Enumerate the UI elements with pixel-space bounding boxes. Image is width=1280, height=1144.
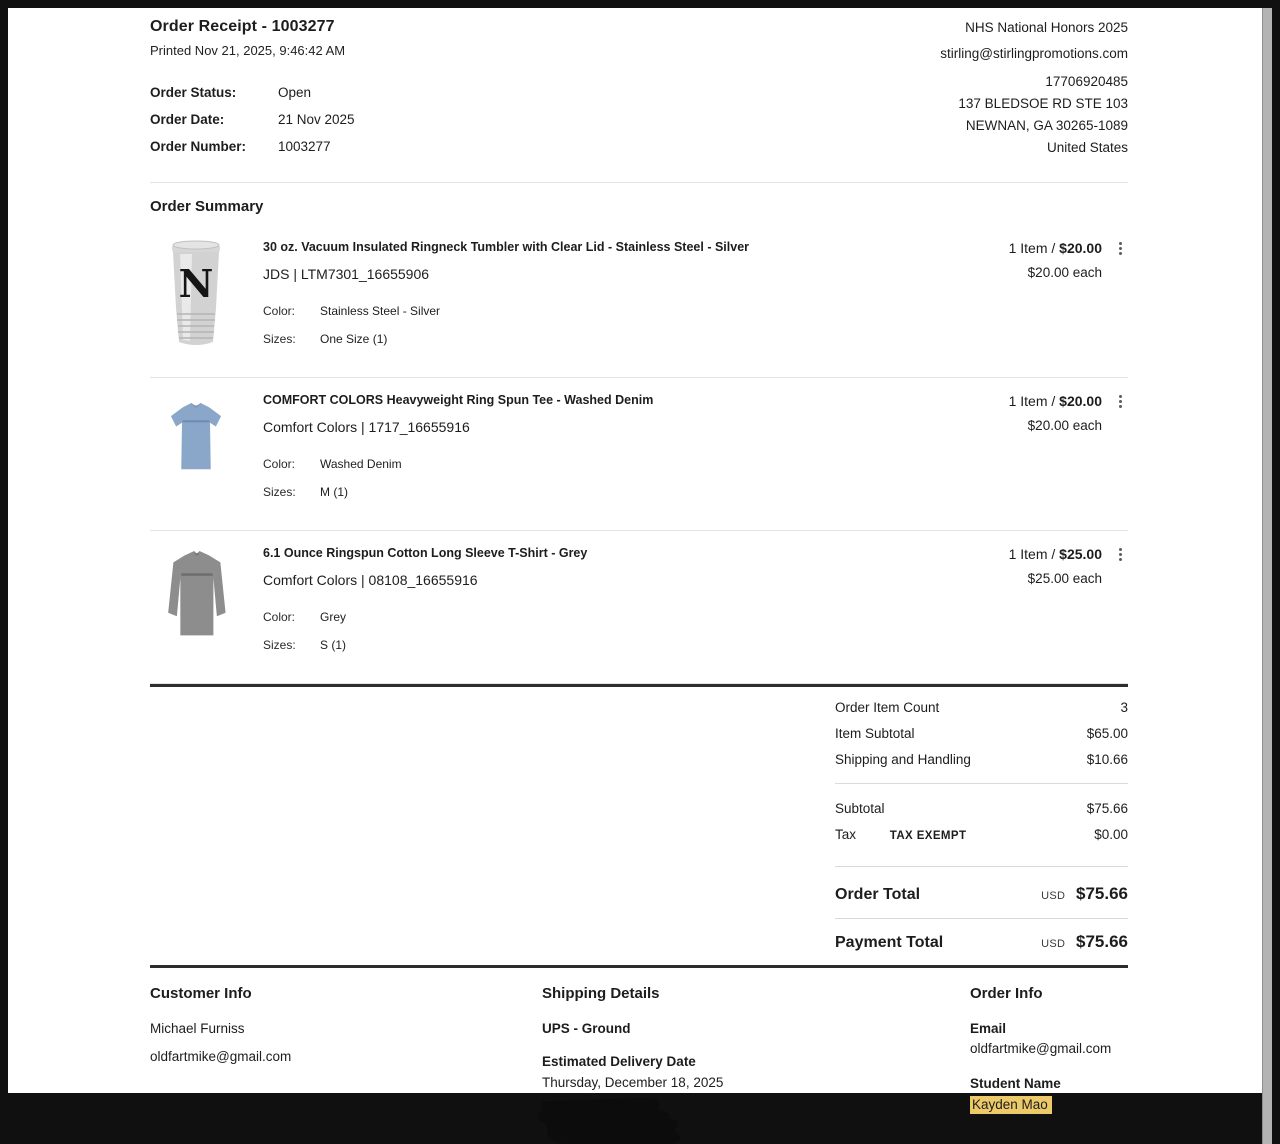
customer-email: oldfartmike@gmail.com: [150, 1049, 292, 1064]
totals-divider: [835, 866, 1128, 867]
color-value: Washed Denim: [320, 457, 402, 471]
order-date-label: Order Date:: [150, 112, 225, 127]
order-status-row: [150, 85, 355, 100]
item-sizes-row: [263, 332, 928, 346]
order-total-row: [835, 884, 1128, 904]
item-options-kebab-icon[interactable]: [1112, 392, 1128, 410]
vendor-email: stirling@stirlingpromotions.com: [940, 46, 1128, 61]
sizes-value: S (1): [320, 638, 347, 652]
totals-section: [835, 687, 1128, 952]
order-number-value: 1003277: [278, 139, 331, 154]
item-price-block: [928, 236, 1128, 360]
svg-text:N: N: [178, 261, 214, 306]
estimated-delivery-date: Thursday, December 18, 2025: [542, 1075, 724, 1090]
item-title: COMFORT COLORS Heavyweight Ring Spun Tee - Washed Denim: [263, 393, 654, 407]
item-subtotal-row: [835, 726, 1128, 741]
order-info-column: [970, 985, 1128, 1144]
order-number-label: Order Number:: [150, 139, 247, 154]
vendor-address: 137 BLEDSOE RD STE 103: [958, 96, 1128, 111]
totals-divider: [835, 918, 1128, 919]
order-total-value: $75.66: [1076, 884, 1128, 903]
shipping-row: [835, 752, 1128, 767]
receipt-footer: [150, 968, 1128, 1144]
color-value: Stainless Steel - Silver: [320, 304, 441, 318]
item-sku: JDS | LTM7301_16655906: [263, 266, 430, 282]
item-each-price: $20.00 each: [1027, 265, 1102, 280]
item-details: [263, 542, 928, 666]
order-item-row: [150, 225, 1128, 378]
header-left: [150, 14, 355, 166]
shipping-method: UPS - Ground: [542, 1021, 631, 1036]
item-color-row: [263, 610, 928, 624]
qty-prefix: 1 Item /: [1008, 240, 1056, 256]
item-each-price: $25.00 each: [1027, 571, 1102, 586]
currency-code: USD: [1041, 938, 1066, 950]
payment-total-value: $75.66: [1076, 932, 1128, 951]
order-date-value: 21 Nov 2025: [278, 112, 355, 127]
item-title: 6.1 Ounce Ringspun Cotton Long Sleeve T-Shirt - Grey: [263, 546, 588, 560]
shipping-value: $10.66: [1086, 752, 1128, 767]
tax-row: [835, 827, 1128, 842]
item-sizes-row: [263, 638, 928, 652]
tax-value: $0.00: [1094, 827, 1128, 842]
qty-prefix: 1 Item /: [1008, 393, 1056, 409]
shipping-label: Shipping and Handling: [835, 752, 971, 767]
subtotal-value: $75.66: [1086, 801, 1128, 816]
receipt-header: [150, 14, 1128, 166]
item-sku: Comfort Colors | 08108_16655916: [263, 572, 478, 588]
vendor-country: United States: [1046, 140, 1128, 155]
sizes-label: Sizes:: [263, 638, 296, 652]
item-price: $20.00: [1059, 393, 1102, 409]
item-options-kebab-icon[interactable]: [1112, 545, 1128, 563]
customer-info-column: [150, 985, 542, 1144]
order-email-value: oldfartmike@gmail.com: [970, 1041, 1112, 1056]
vendor-city: NEWNAN, GA 30265-1089: [965, 118, 1128, 133]
item-qty-price: [928, 393, 1102, 409]
totals-divider: [835, 783, 1128, 784]
color-label: Color:: [263, 457, 296, 471]
printed-timestamp: Printed Nov 21, 2025, 9:46:42 AM: [150, 43, 346, 58]
order-status-value: Open: [278, 85, 312, 100]
shipping-details-heading: Shipping Details: [542, 985, 660, 1002]
order-item-row: [150, 531, 1128, 684]
item-details: [263, 236, 928, 360]
item-price-block: [928, 542, 1128, 666]
vendor-name: NHS National Honors 2025: [965, 20, 1128, 35]
header-divider: [150, 182, 1128, 183]
order-date-row: [150, 112, 355, 127]
order-status-label: Order Status:: [150, 85, 237, 100]
vendor-phone: 17706920485: [1045, 74, 1128, 89]
order-receipt-page: [8, 8, 1262, 1112]
order-summary-heading: Order Summary: [150, 198, 264, 215]
currency-code: USD: [1041, 890, 1066, 902]
tee-thumbnail-image: [150, 389, 242, 489]
item-qty-price: [928, 240, 1102, 256]
redaction-scribble: [528, 1096, 694, 1144]
order-total-amount-group: [1041, 884, 1128, 904]
order-item-row: [150, 378, 1128, 531]
subtotal-row: [835, 801, 1128, 816]
item-sizes-row: [263, 485, 928, 499]
payment-total-row: [835, 932, 1128, 952]
student-name-value-wrap: [970, 1096, 1128, 1114]
qty-prefix: 1 Item /: [1008, 546, 1056, 562]
tumbler-thumbnail-image: [150, 236, 242, 350]
order-info-heading: Order Info: [970, 985, 1043, 1002]
item-options-kebab-icon[interactable]: [1112, 239, 1128, 257]
item-subtotal-label: Item Subtotal: [835, 726, 915, 741]
order-total-label: Order Total: [835, 886, 921, 903]
student-name-label: Student Name: [970, 1076, 1061, 1091]
item-qty-price: [928, 546, 1102, 562]
item-title: 30 oz. Vacuum Insulated Ringneck Tumbler with Clear Lid - Stainless Steel - Silver: [263, 240, 750, 254]
item-color-row: [263, 304, 928, 318]
sizes-value: M (1): [320, 485, 348, 499]
long-sleeve-thumbnail-image: [150, 542, 242, 654]
color-label: Color:: [263, 610, 296, 624]
vendor-info: [940, 20, 1128, 166]
customer-name: Michael Furniss: [150, 1021, 245, 1036]
color-value: Grey: [320, 610, 347, 624]
page-title: Order Receipt - 1003277: [150, 18, 335, 35]
order-email-label: Email: [970, 1021, 1007, 1036]
shipping-details-column: [542, 985, 970, 1144]
item-details: [263, 389, 928, 513]
estimated-delivery-label: Estimated Delivery Date: [542, 1054, 696, 1069]
tax-exempt-badge: TAX EXEMPT: [889, 830, 967, 842]
item-subtotal-value: $65.00: [1086, 726, 1128, 741]
color-label: Color:: [263, 304, 296, 318]
scrollbar[interactable]: [1262, 8, 1272, 1144]
order-item-count-label: Order Item Count: [835, 700, 940, 715]
payment-total-amount-group: [1041, 932, 1128, 952]
order-item-count-value: 3: [1120, 700, 1128, 715]
sizes-value: One Size (1): [320, 332, 388, 346]
payment-total-label: Payment Total: [835, 934, 944, 951]
sizes-label: Sizes:: [263, 485, 296, 499]
order-item-count-row: [835, 700, 1128, 715]
student-name-value: Kayden Mao: [970, 1096, 1052, 1114]
order-meta: [150, 85, 355, 154]
tax-label-group: [835, 827, 966, 842]
item-price: $25.00: [1059, 546, 1102, 562]
subtotal-label: Subtotal: [835, 801, 885, 816]
item-color-row: [263, 457, 928, 471]
item-each-price: $20.00 each: [1027, 418, 1102, 433]
tax-label: Tax: [835, 827, 857, 842]
item-price: $20.00: [1059, 240, 1102, 256]
item-sku: Comfort Colors | 1717_16655916: [263, 419, 470, 435]
sizes-label: Sizes:: [263, 332, 296, 346]
order-number-row: [150, 139, 355, 154]
customer-info-heading: Customer Info: [150, 985, 252, 1002]
item-price-block: [928, 389, 1128, 513]
